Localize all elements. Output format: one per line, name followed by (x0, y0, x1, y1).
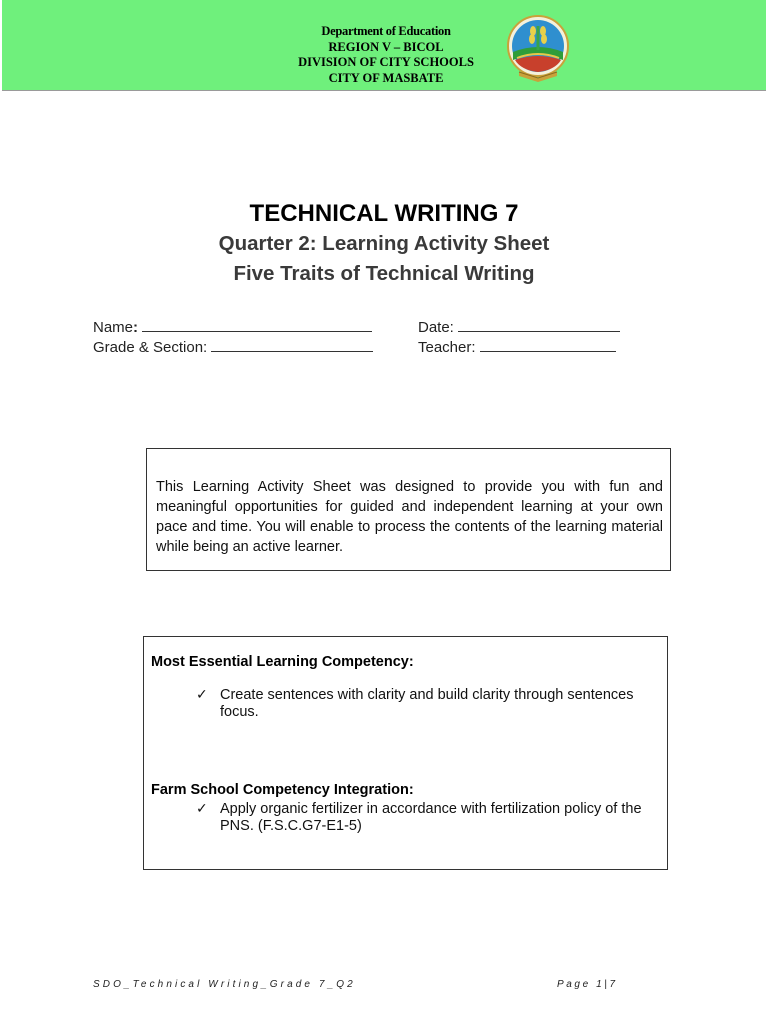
name-colon: : (133, 319, 139, 336)
footer-page-number: Page 1|7 (557, 979, 618, 990)
farm-school-heading: Farm School Competency Integration: (151, 782, 414, 798)
division-seal-icon (505, 14, 571, 86)
competency-box (143, 636, 668, 870)
grade-section-line[interactable] (211, 338, 373, 352)
farm-school-item (196, 801, 656, 835)
checkmark-icon: ✓ (196, 687, 208, 703)
intro-box (146, 448, 671, 571)
footer-document-code: SDO_Technical Writing_Grade 7_Q2 (93, 979, 356, 990)
melc-item-text: Create sentences with clarity and build clarity through sentences focus. (220, 687, 634, 720)
header-text (232, 24, 540, 86)
farm-school-item-text: Apply organic fertilizer in accordance with fertilization policy of the PNS. (F.S.C.G7-E1-5) (220, 801, 642, 834)
page-subtitle-quarter: Quarter 2: Learning Activity Sheet (218, 232, 550, 255)
name-line[interactable] (142, 318, 372, 332)
date-label: Date: (418, 319, 454, 336)
teacher-field[interactable] (418, 338, 616, 356)
melc-heading: Most Essential Learning Competency: (151, 654, 414, 670)
header-line-division: DIVISION OF CITY SCHOOLS (298, 55, 474, 69)
header-line-region: REGION V – BICOL (328, 39, 444, 54)
page-title: TECHNICAL WRITING 7 (249, 200, 519, 227)
checkmark-icon: ✓ (196, 801, 208, 817)
date-field[interactable] (418, 318, 620, 336)
teacher-label: Teacher: (418, 339, 476, 356)
header-line-city: CITY OF MASBATE (328, 70, 444, 85)
date-line[interactable] (458, 318, 620, 332)
grade-section-field[interactable] (93, 338, 373, 356)
page-subtitle-topic: Five Traits of Technical Writing (233, 262, 535, 285)
header-banner (2, 0, 766, 91)
teacher-line[interactable] (480, 338, 616, 352)
melc-item (196, 687, 656, 721)
name-field[interactable] (93, 318, 372, 336)
grade-section-label: Grade & Section: (93, 339, 208, 356)
name-label: Name (93, 319, 134, 336)
intro-text: This Learning Activity Sheet was designed to provide you with fun and meaningful opportunities for guided and independent learning at your own pace and time. You will enable to process the contents of the learning material while being an active learner. (156, 479, 663, 555)
header-line-department: Department of Education (321, 24, 451, 38)
